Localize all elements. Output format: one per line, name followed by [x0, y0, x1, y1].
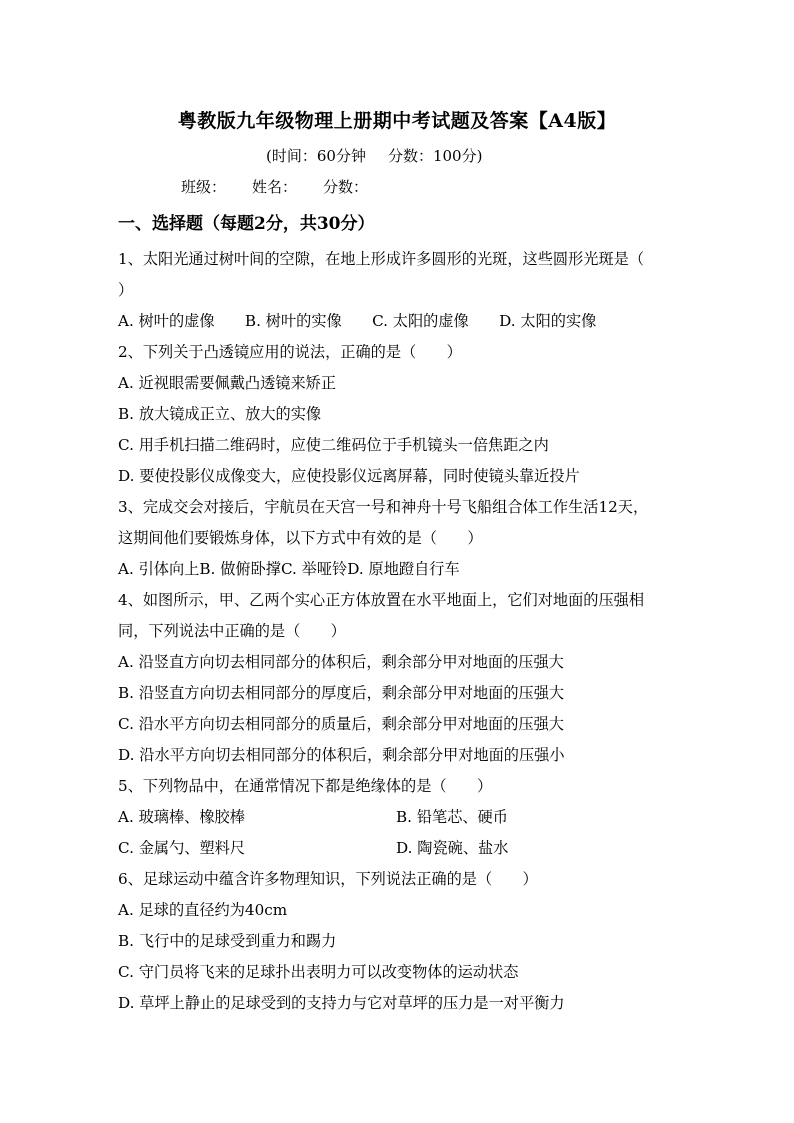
- question-1-stem-cont: ）: [118, 281, 134, 299]
- score-label: 分数：: [323, 178, 369, 196]
- score-info: 分数：100分): [387, 147, 483, 165]
- question-2-option-c: C. 用手机扫描二维码时，应使二维码位于手机镜头一倍焦距之内: [118, 436, 549, 454]
- student-info-line: [181, 176, 368, 197]
- question-6-option-c: C. 守门员将飞来的足球扑出表明力可以改变物体的运动状态: [118, 963, 519, 981]
- question-6-option-d: D. 草坪上静止的足球受到的支持力与它对草坪的压力是一对平衡力: [118, 994, 565, 1012]
- question-3-options: A. 引体向上B. 做俯卧撑C. 举哑铃D. 原地蹬自行车: [118, 560, 460, 578]
- question-2-option-d: D. 要使投影仪成像变大，应使投影仪远离屏幕，同时使镜头靠近投片: [118, 467, 580, 485]
- class-label: 班级：: [181, 178, 227, 196]
- question-4-option-b: B. 沿竖直方向切去相同部分的厚度后，剩余部分甲对地面的压强大: [118, 684, 565, 702]
- question-4-option-d: D. 沿水平方向切去相同部分的体积后，剩余部分甲对地面的压强小: [118, 746, 565, 764]
- name-label: 姓名：: [252, 178, 298, 196]
- question-3-stem-cont: 这期间他们要锻炼身体，以下方式中有效的是（ ）: [118, 529, 483, 547]
- question-6-option-b: B. 飞行中的足球受到重力和踢力: [118, 932, 337, 950]
- question-3-stem: 3、完成交会对接后，宇航员在天宫一号和神舟十号飞船组合体工作生活12天，: [118, 498, 649, 516]
- question-4-stem-cont: 同，下列说法中正确的是（ ）: [118, 622, 346, 640]
- question-2-option-a: A. 近视眼需要佩戴凸透镜来矫正: [118, 374, 337, 392]
- question-5-options-row-1: [118, 802, 678, 833]
- question-2-option-b: B. 放大镜成正立、放大的实像: [118, 405, 322, 423]
- question-2-stem: 2、下列关于凸透镜应用的说法，正确的是（ ）: [118, 343, 462, 361]
- section-heading: 一、选择题（每题2分，共30分）: [118, 214, 375, 234]
- question-4-stem: 4、如图所示，甲、乙两个实心正方体放置在水平地面上，它们对地面的压强相: [118, 591, 645, 609]
- question-4-option-c: C. 沿水平方向切去相同部分的质量后，剩余部分甲对地面的压强大: [118, 715, 564, 733]
- question-5-option-a: A. 玻璃棒、橡胶棒: [118, 808, 245, 826]
- question-6-option-a: A. 足球的直径约为40cm: [118, 901, 288, 919]
- question-5-stem: 5、下列物品中，在通常情况下都是绝缘体的是（ ）: [118, 777, 493, 795]
- question-5-option-c: C. 金属勺、塑料尺: [118, 839, 246, 857]
- question-list: [118, 244, 678, 1019]
- question-5-options-row-2: [118, 833, 678, 864]
- question-1-options: A. 树叶的虚像 B. 树叶的实像 C. 太阳的虚像 D. 太阳的实像: [118, 312, 597, 330]
- question-4-option-a: A. 沿竖直方向切去相同部分的体积后，剩余部分甲对地面的压强大: [118, 653, 564, 671]
- question-5-option-b: B. 铅笔芯、硬币: [396, 808, 508, 826]
- page-title: 粤教版九年级物理上册期中考试题及答案【A4版】: [177, 110, 617, 132]
- exam-meta: [266, 145, 482, 166]
- question-6-stem: 6、足球运动中蕴含许多物理知识，下列说法正确的是（ ）: [118, 870, 538, 888]
- time-info: (时间：60分钟: [266, 147, 366, 165]
- question-5-option-d: D. 陶瓷碗、盐水: [396, 839, 509, 857]
- question-1-stem: 1、太阳光通过树叶间的空隙，在地上形成许多圆形的光斑，这些圆形光斑是（: [118, 250, 645, 268]
